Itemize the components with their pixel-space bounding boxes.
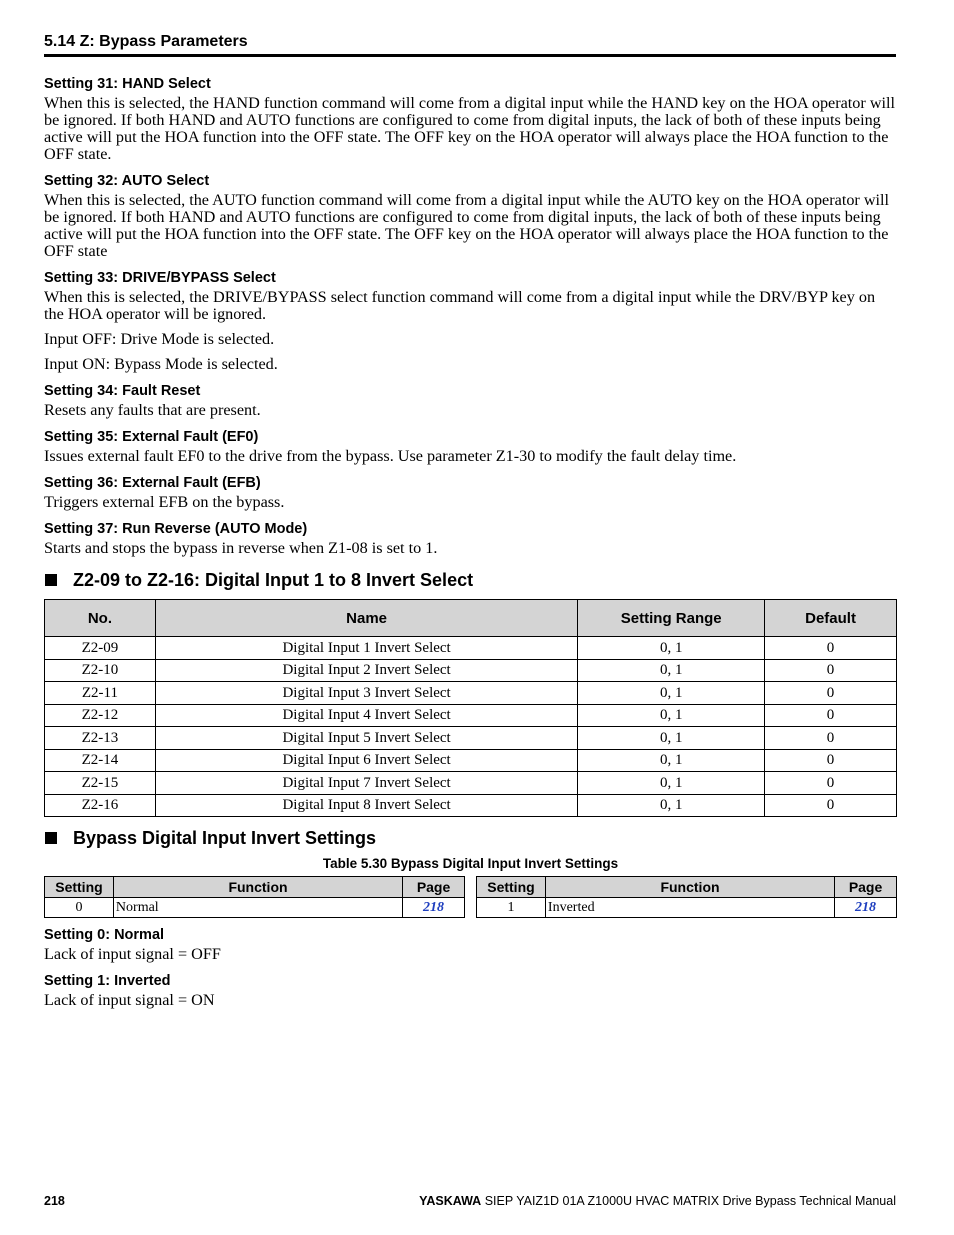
- col-header-setting: Setting: [477, 877, 546, 898]
- page-content: [44, 75, 897, 1009]
- function-value: Normal: [113, 898, 402, 918]
- cell-name: Digital Input 5 Invert Select: [155, 727, 577, 750]
- table-row: [45, 659, 897, 682]
- setting-title: Setting 33: DRIVE/BYPASS Select: [44, 270, 276, 286]
- cell-no: Z2-13: [45, 727, 156, 750]
- setting-block: [44, 428, 897, 474]
- setting-block: [44, 972, 897, 1009]
- col-header-default: Default: [765, 600, 897, 637]
- col-header-function: Function: [113, 877, 402, 898]
- col-header-name: Name: [155, 600, 577, 637]
- cell-no: Z2-11: [45, 682, 156, 705]
- invert-settings-heading: [44, 827, 897, 849]
- footer-manual-title: SIEP YAIZ1D 01A Z1000U HVAC MATRIX Drive Bypass Technical Manual: [484, 1194, 896, 1208]
- setting-title: Setting 0: Normal: [44, 927, 165, 943]
- setting-text: Triggers external EFB on the bypass.: [44, 493, 285, 511]
- setting-text: Lack of input signal = OFF: [44, 945, 221, 963]
- block-gap: [44, 373, 897, 382]
- cell-range: 0, 1: [578, 772, 765, 795]
- setting-text: Issues external fault EF0 to the drive from the bypass. Use parameter Z1-30 to modify the fault delay time.: [44, 447, 737, 465]
- cell-range: 0, 1: [578, 659, 765, 682]
- setting-block: [44, 269, 897, 382]
- setting-text: Input ON: Bypass Mode is selected.: [44, 355, 278, 373]
- page-link[interactable]: 218: [855, 899, 877, 915]
- table-row: [45, 749, 897, 772]
- block-gap: [44, 163, 897, 172]
- section-title: 5.14 Z: Bypass Parameters: [44, 33, 248, 50]
- setting-block: [44, 520, 897, 557]
- invert-select-heading: [44, 569, 897, 591]
- footer-brand: YASKAWA: [419, 1194, 482, 1208]
- cell-range: 0, 1: [578, 727, 765, 750]
- cell-range: 0, 1: [578, 749, 765, 772]
- block-gap: [44, 511, 897, 520]
- table-row: [45, 794, 897, 817]
- block-gap: [44, 963, 897, 972]
- block-gap: [44, 465, 897, 474]
- setting-title: Setting 1: Inverted: [44, 973, 171, 989]
- cell-no: Z2-15: [45, 772, 156, 795]
- col-header-function: Function: [545, 877, 834, 898]
- invert-settings-table-right: [476, 876, 897, 918]
- settings-list-a: [44, 75, 897, 557]
- cell-name: Digital Input 7 Invert Select: [155, 772, 577, 795]
- setting-block: [44, 382, 897, 428]
- table-row: [45, 704, 897, 727]
- setting-value: 1: [477, 898, 546, 918]
- table-row: [45, 772, 897, 795]
- invert-select-table: [44, 599, 897, 817]
- table-header-row: [45, 600, 897, 637]
- col-header-page: Page: [835, 877, 897, 898]
- cell-default: 0: [765, 794, 897, 817]
- page-cell: [835, 898, 897, 918]
- cell-no: Z2-10: [45, 659, 156, 682]
- setting-text: Input OFF: Drive Mode is selected.: [44, 330, 275, 348]
- cell-name: Digital Input 1 Invert Select: [155, 637, 577, 660]
- table-row: [45, 898, 465, 918]
- cell-range: 0, 1: [578, 637, 765, 660]
- square-bullet-icon: [45, 832, 57, 844]
- function-value: Inverted: [545, 898, 834, 918]
- setting-block: [44, 75, 897, 172]
- block-gap: [44, 260, 897, 269]
- setting-block: [44, 172, 897, 269]
- cell-default: 0: [765, 682, 897, 705]
- invert-select-table-body: [45, 637, 897, 817]
- setting-block: [44, 474, 897, 520]
- table-row: [477, 898, 897, 918]
- cell-default: 0: [765, 659, 897, 682]
- setting-title: Setting 36: External Fault (EFB): [44, 475, 261, 491]
- setting-text: When this is selected, the AUTO function command will come from a digital input while the AUTO key on the HOA operator will be ignored. If both HAND and AUTO functions are configured to come from digital inputs, the lack of both of these inputs being active will put the HOA function into the OFF state. The OFF key on the HOA operator will always place the HOA function to the OFF state: [44, 191, 890, 260]
- cell-default: 0: [765, 772, 897, 795]
- settings-list-b: [44, 926, 897, 1009]
- page-link[interactable]: 218: [423, 899, 445, 915]
- setting-block: [44, 926, 897, 972]
- cell-range: 0, 1: [578, 682, 765, 705]
- cell-range: 0, 1: [578, 794, 765, 817]
- cell-range: 0, 1: [578, 704, 765, 727]
- page-footer: [44, 1194, 896, 1208]
- cell-no: Z2-09: [45, 637, 156, 660]
- invert-settings-tables: [44, 876, 897, 918]
- table-row: [45, 682, 897, 705]
- col-header-setting: Setting: [45, 877, 114, 898]
- cell-default: 0: [765, 637, 897, 660]
- cell-name: Digital Input 4 Invert Select: [155, 704, 577, 727]
- cell-default: 0: [765, 704, 897, 727]
- setting-title: Setting 32: AUTO Select: [44, 173, 210, 189]
- setting-text: Resets any faults that are present.: [44, 401, 261, 419]
- setting-value: 0: [45, 898, 114, 918]
- cell-default: 0: [765, 727, 897, 750]
- invert-settings-table-left: [44, 876, 465, 918]
- block-gap: [44, 419, 897, 428]
- cell-name: Digital Input 3 Invert Select: [155, 682, 577, 705]
- cell-default: 0: [765, 749, 897, 772]
- col-header-no: No.: [45, 600, 156, 637]
- cell-name: Digital Input 2 Invert Select: [155, 659, 577, 682]
- footer-page-number: 218: [44, 1194, 65, 1208]
- setting-text: Lack of input signal = ON: [44, 991, 215, 1009]
- setting-title: Setting 31: HAND Select: [44, 76, 211, 92]
- cell-no: Z2-14: [45, 749, 156, 772]
- section-header: [44, 33, 896, 57]
- footer-manual-info: [419, 1194, 896, 1208]
- setting-text: When this is selected, the HAND function command will come from a digital input while the HAND key on the HOA operator will be ignored. If both HAND and AUTO functions are configured to come from digital inputs, the lack of both of these inputs being active will put the HOA function into the OFF state. The OFF key on the HOA operator will always place the HOA function to the OFF state.: [44, 94, 896, 163]
- cell-name: Digital Input 6 Invert Select: [155, 749, 577, 772]
- col-header-range: Setting Range: [578, 600, 765, 637]
- cell-no: Z2-16: [45, 794, 156, 817]
- square-bullet-icon: [45, 574, 57, 586]
- setting-text: When this is selected, the DRIVE/BYPASS select function command will come from a digital input while the DRV/BYP key on the HOA operator will be ignored.: [44, 288, 876, 323]
- setting-text: Starts and stops the bypass in reverse when Z1-08 is set to 1.: [44, 539, 438, 557]
- page-cell: [403, 898, 465, 918]
- setting-title: Setting 35: External Fault (EF0): [44, 429, 259, 445]
- invert-settings-title: Bypass Digital Input Invert Settings: [73, 828, 377, 848]
- cell-no: Z2-12: [45, 704, 156, 727]
- table-header-row: [477, 877, 897, 898]
- table-caption: Table 5.30 Bypass Digital Input Invert Settings: [322, 856, 619, 871]
- setting-title: Setting 37: Run Reverse (AUTO Mode): [44, 521, 308, 537]
- invert-select-title: Z2-09 to Z2-16: Digital Input 1 to 8 Invert Select: [73, 570, 474, 590]
- cell-name: Digital Input 8 Invert Select: [155, 794, 577, 817]
- table-row: [45, 727, 897, 750]
- col-header-page: Page: [403, 877, 465, 898]
- table-header-row: [45, 877, 465, 898]
- table-row: [45, 637, 897, 660]
- setting-title: Setting 34: Fault Reset: [44, 383, 201, 399]
